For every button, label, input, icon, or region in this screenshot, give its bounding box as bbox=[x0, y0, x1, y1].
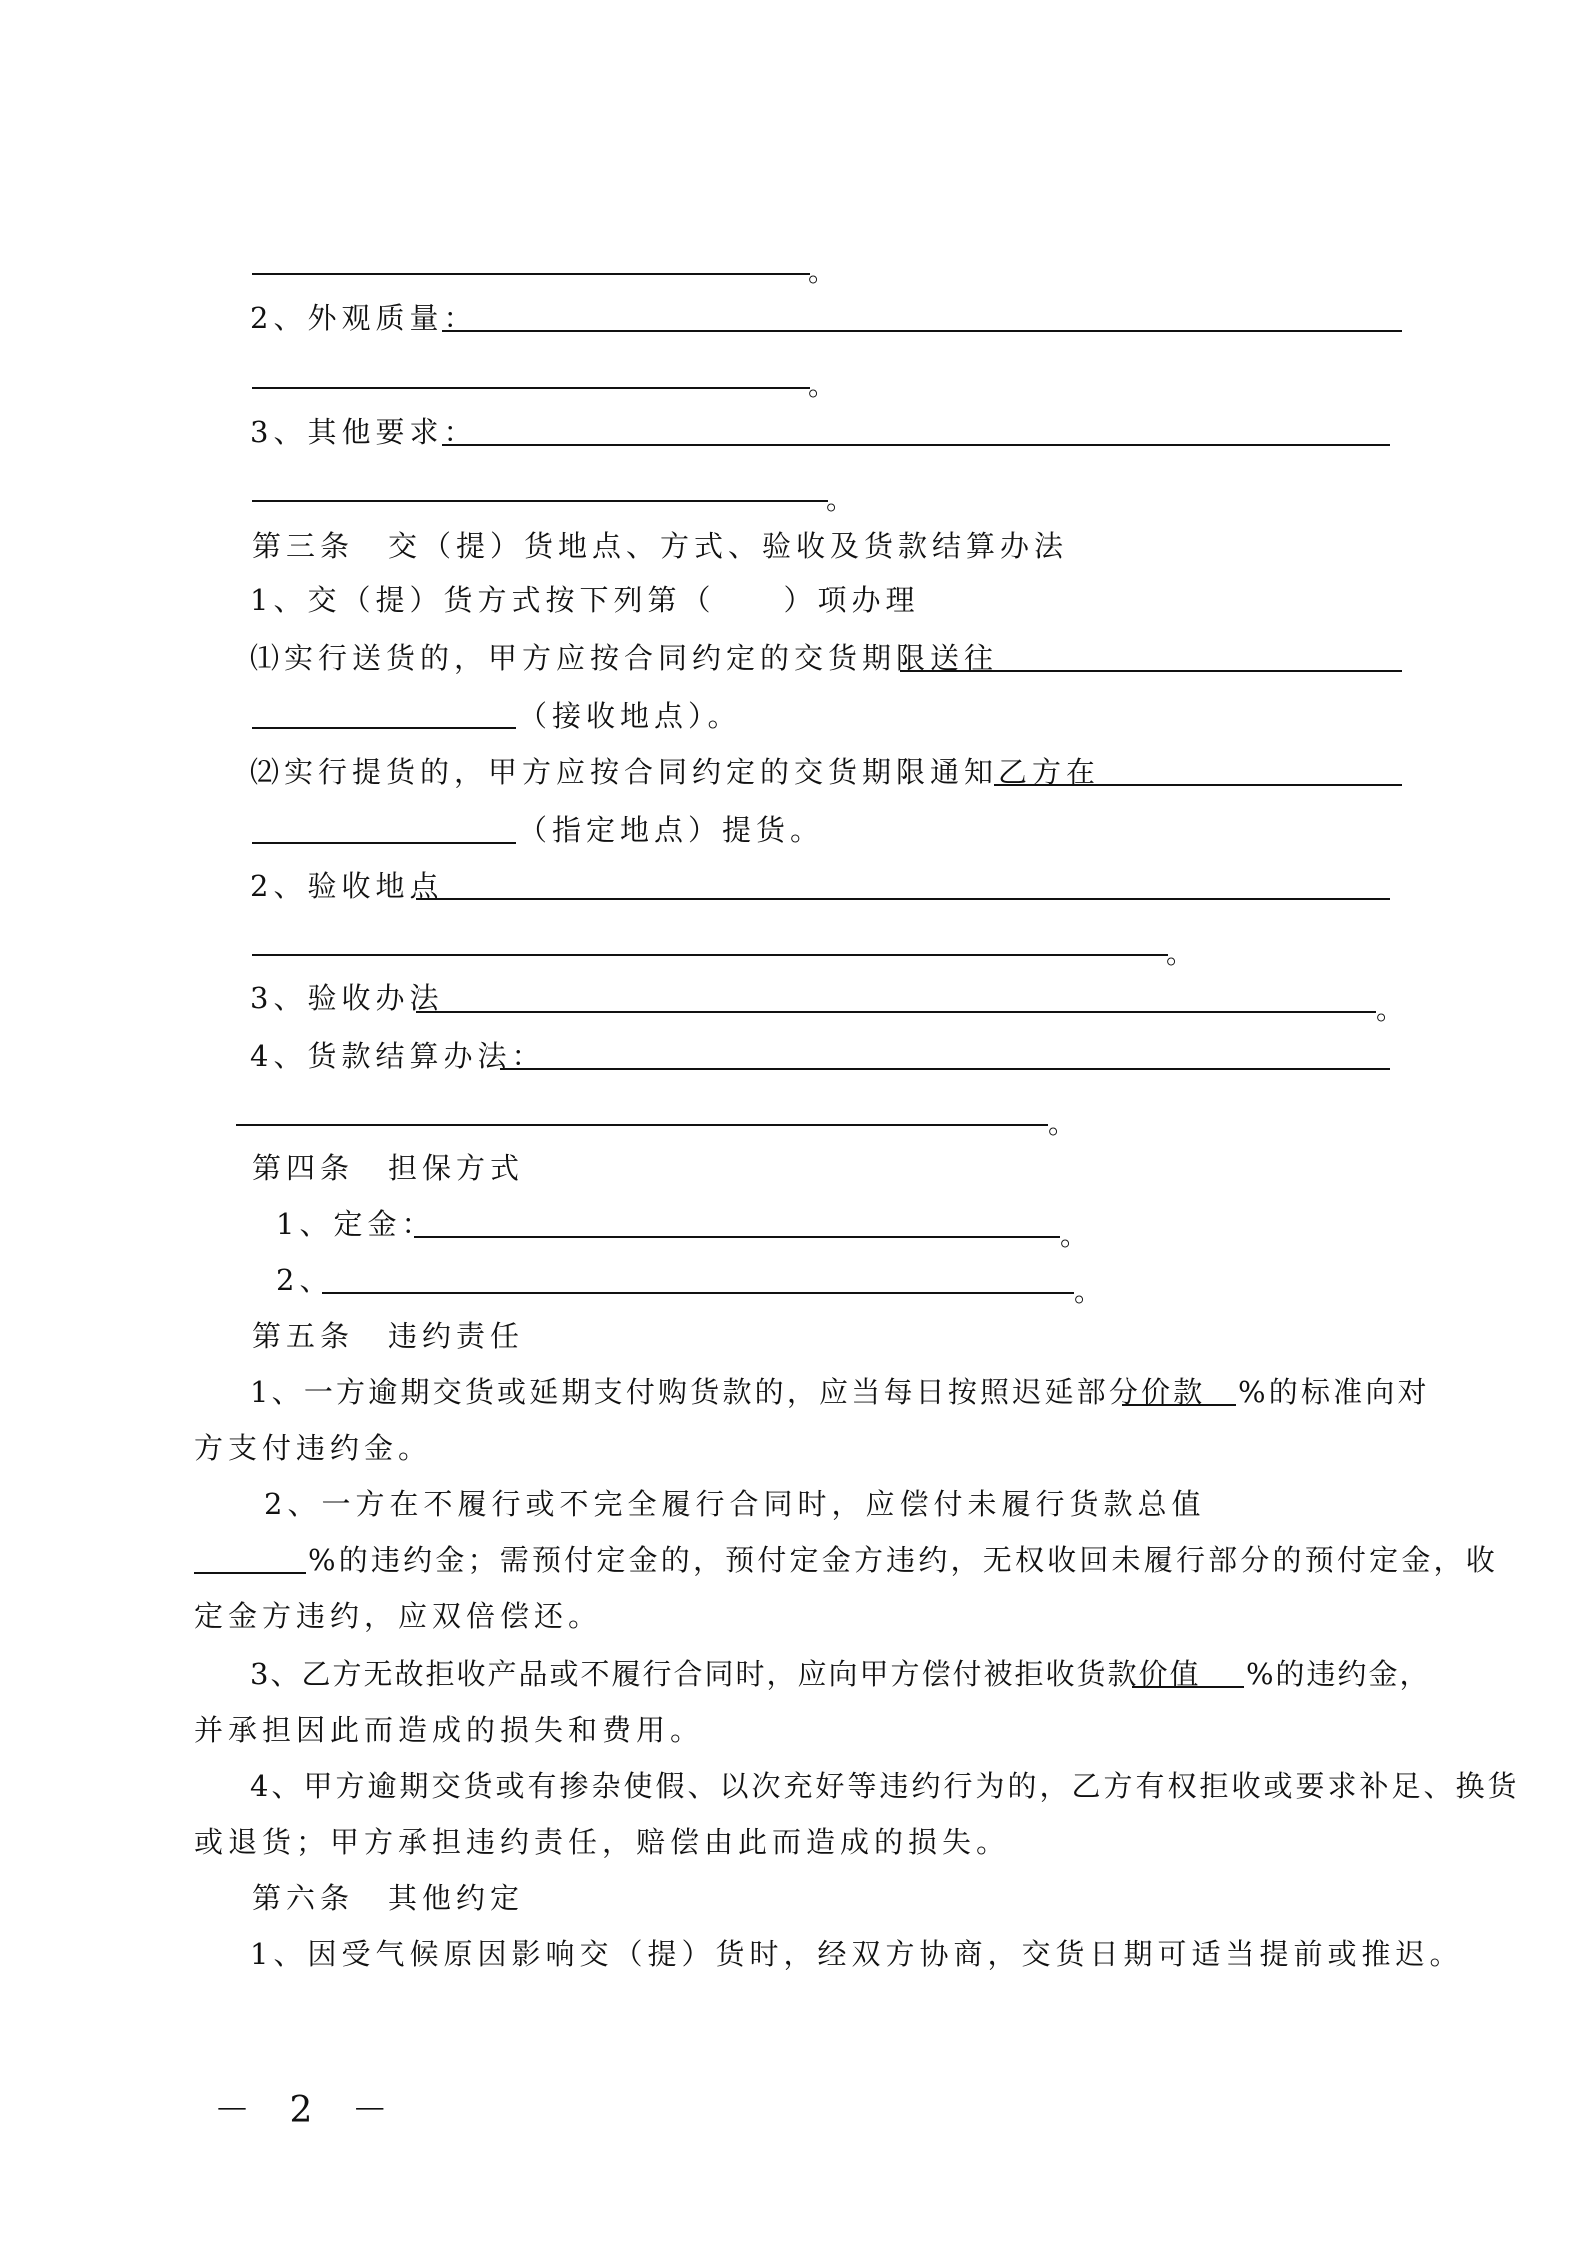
clause-6-1-text: 1、因受气候原因影响交（提）货时，经双方协商，交货日期可适当提前或推迟。 bbox=[250, 1937, 1464, 1971]
article-4-heading: 第四条 担保方式 bbox=[252, 1151, 525, 1185]
other-requirements-blank[interactable] bbox=[442, 444, 1390, 446]
period: 。 bbox=[808, 369, 837, 402]
payment-settlement-blank[interactable] bbox=[500, 1068, 1390, 1070]
inspection-location-label: 2、验收地点 bbox=[250, 869, 444, 903]
designated-location-note: （指定地点）提货。 bbox=[518, 813, 825, 847]
clause-3-text: %的违约金， bbox=[1246, 1657, 1431, 1691]
blank-line[interactable] bbox=[252, 273, 810, 275]
clause-2-text: 2、一方在不履行或不完全履行合同时，应偿付未履行货款总值 bbox=[264, 1487, 1206, 1521]
period: 。 bbox=[1060, 1219, 1089, 1252]
blank-line[interactable] bbox=[252, 387, 810, 389]
period: 。 bbox=[826, 483, 855, 516]
appearance-quality-blank[interactable] bbox=[442, 330, 1402, 332]
deposit-label: 1、定金： bbox=[276, 1207, 436, 1241]
pickup-location-blank[interactable] bbox=[252, 842, 516, 844]
period: 。 bbox=[1376, 993, 1405, 1026]
delivery-destination-blank[interactable] bbox=[900, 670, 1402, 672]
clause-2-text: 定金方违约，应双倍偿还。 bbox=[194, 1599, 603, 1633]
inspection-location-blank[interactable] bbox=[416, 898, 1390, 900]
period: 。 bbox=[808, 255, 837, 288]
other-requirements-label: 3、其他要求： bbox=[250, 415, 478, 449]
article-6-heading: 第六条 其他约定 bbox=[252, 1881, 525, 1915]
deposit-blank[interactable] bbox=[414, 1236, 1060, 1238]
non-performance-rate-blank[interactable] bbox=[194, 1572, 306, 1574]
late-penalty-rate-blank[interactable] bbox=[1122, 1404, 1236, 1406]
payment-settlement-blank[interactable] bbox=[236, 1124, 1048, 1126]
clause-2-text: %的违约金；需预付定金的，预付定金方违约，无权收回未履行部分的预付定金，收 bbox=[308, 1543, 1498, 1577]
guarantee-item-2-blank[interactable] bbox=[322, 1292, 1074, 1294]
clause-4-text: 或退货；甲方承担违约责任，赔偿由此而造成的损失。 bbox=[194, 1825, 1011, 1859]
appearance-quality-label: 2、外观质量： bbox=[250, 301, 478, 335]
delivery-destination-blank[interactable] bbox=[252, 727, 516, 729]
inspection-location-blank[interactable] bbox=[252, 954, 1168, 956]
article-5-heading: 第五条 违约责任 bbox=[252, 1319, 525, 1353]
rejection-penalty-rate-blank[interactable] bbox=[1132, 1686, 1244, 1688]
period: 。 bbox=[1074, 1275, 1103, 1308]
clause-1-text: 1、一方逾期交货或延期支付购货款的，应当每日按照迟延部分价款 bbox=[250, 1375, 1206, 1409]
period: 。 bbox=[1166, 937, 1195, 970]
clause-3-text: 并承担因此而造成的损失和费用。 bbox=[194, 1713, 705, 1747]
clause-4-text: 4、甲方逾期交货或有掺杂使假、以次充好等违约行为的，乙方有权拒收或要求补足、换货 bbox=[250, 1769, 1520, 1803]
inspection-method-blank[interactable] bbox=[416, 1011, 1376, 1013]
clause-1-text: %的标准向对 bbox=[1238, 1375, 1430, 1409]
receiving-location-note: （接收地点）。 bbox=[518, 699, 742, 733]
clause-1-text: 方支付违约金。 bbox=[194, 1431, 433, 1465]
article-3-heading: 第三条 交（提）货地点、方式、验收及货款结算办法 bbox=[252, 529, 1069, 563]
blank-line[interactable] bbox=[252, 500, 828, 502]
guarantee-item-2-label: 2、 bbox=[276, 1263, 334, 1297]
pickup-location-blank[interactable] bbox=[994, 784, 1402, 786]
delivery-option-2: ⑵实行提货的，甲方应按合同约定的交货期限通知乙方在 bbox=[250, 755, 1101, 789]
page-number: － 2 － bbox=[214, 2090, 402, 2131]
payment-settlement-label: 4、货款结算办法： bbox=[250, 1039, 546, 1073]
delivery-method-item: 1、交（提）货方式按下列第（ ）项办理 bbox=[250, 583, 920, 617]
delivery-option-1: ⑴实行送货的，甲方应按合同约定的交货期限送往 bbox=[250, 641, 999, 675]
clause-3-text: 3、乙方无故拒收产品或不履行合同时，应向甲方偿付被拒收货款价值 bbox=[250, 1657, 1201, 1691]
period: 。 bbox=[1048, 1107, 1077, 1140]
inspection-method-label: 3、验收办法 bbox=[250, 981, 444, 1015]
